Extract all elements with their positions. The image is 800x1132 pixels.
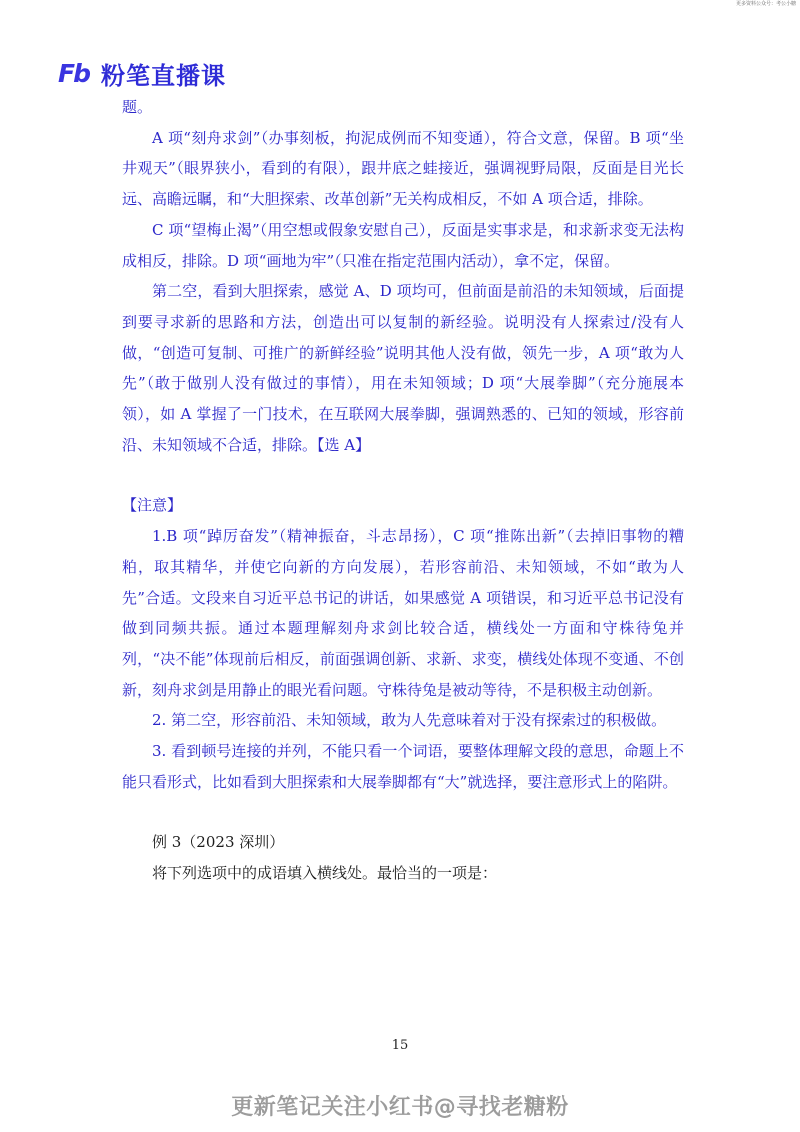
paragraph-second-blank: 第二空，看到大胆探索，感觉 A、D 项均可，但前面是前沿的未知领域，后面提到要寻求新的思路和方法，创造出可以复制的新经验。说明没有人探索过/没有人做，“创造可复制、可推广的新鲜经验”说明其他人没有做，领先一步，A 项“敢为人先”（敢于做别人没有做过的事情），用在未知领域；D 项“大展拳脚”（充分施展本领），如 A 掌握了一门技术，在互联网大展拳脚，强调熟悉的、已知的领域，形容前沿、未知领域不合适，排除。【选 A】 [122, 282, 684, 454]
footer-watermark: 更新笔记关注小红书@寻找老糖粉 [231, 1095, 569, 1120]
example-title: 例 3（2023 深圳） [152, 833, 285, 852]
notes-heading: 【注意】 [122, 496, 183, 515]
example-prompt: 将下列选项中的成语填入横线处。最恰当的一项是： [152, 864, 498, 883]
logo-mark-icon: Fb [58, 59, 89, 88]
paragraph-option-a-b: A 项“刻舟求剑”（办事刻板，拘泥成例而不知变通），符合文意，保留。B 项“坐井观天”（眼界狭小，看到的有限），跟井底之蛙接近，强调视野局限，反面是目光长远、高瞻远瞩，和“大胆探索、改革创新”无关构成相反，不如 A 项合适，排除。 [122, 128, 684, 209]
page-number: 15 [391, 1038, 409, 1053]
spacer [122, 797, 684, 827]
paragraph-option-c-d: C 项“望梅止渴”（用空想或假象安慰自己），反面是实事求是，和求新求变无法构成相反，排除。D 项“画地为牢”（只准在指定范围内活动），拿不定，保留。 [122, 220, 684, 270]
note-item: 3. 看到顿号连接的并列，不能只看一个词语，要整体理解文段的意思，命题上不能只看形式，比如看到大胆探索和大展拳脚都有“大”就选择，要注意形式上的陷阱。 [122, 742, 684, 791]
note-item: 1.B 项“踔厉奋发”（精神振奋，斗志昂扬），C 项“推陈出新”（去掉旧事物的糟粕，取其精华，并使它向新的方向发展），若形容前沿、未知领域，不如“敢为人先”合适。文段来自习近平总书记的讲话，如果感觉 A 项错误，和习近平总书记没有做到同频共振。通过本题理解刻舟求剑比较合适，横线处一方面和守株待兔并列，“决不能”体现前后相反，前面强调创新、求新、求变，横线处体现不变通、不创新，刻舟求剑是用静止的眼光看问题。守株待兔是被动等待，不是积极主动创新。 [122, 527, 684, 699]
spacer [122, 460, 684, 490]
header [58, 56, 226, 91]
document-body [122, 92, 684, 889]
paragraph-continuation: 题。 [122, 98, 153, 116]
note-item: 2. 第二空，形容前沿、未知领域，敢为人先意味着对于没有探索过的积极做。 [152, 711, 667, 730]
top-note: 更多资料公众号：考公小糖 [735, 1, 796, 7]
logo-text: 粉笔直播课 [100, 62, 226, 90]
